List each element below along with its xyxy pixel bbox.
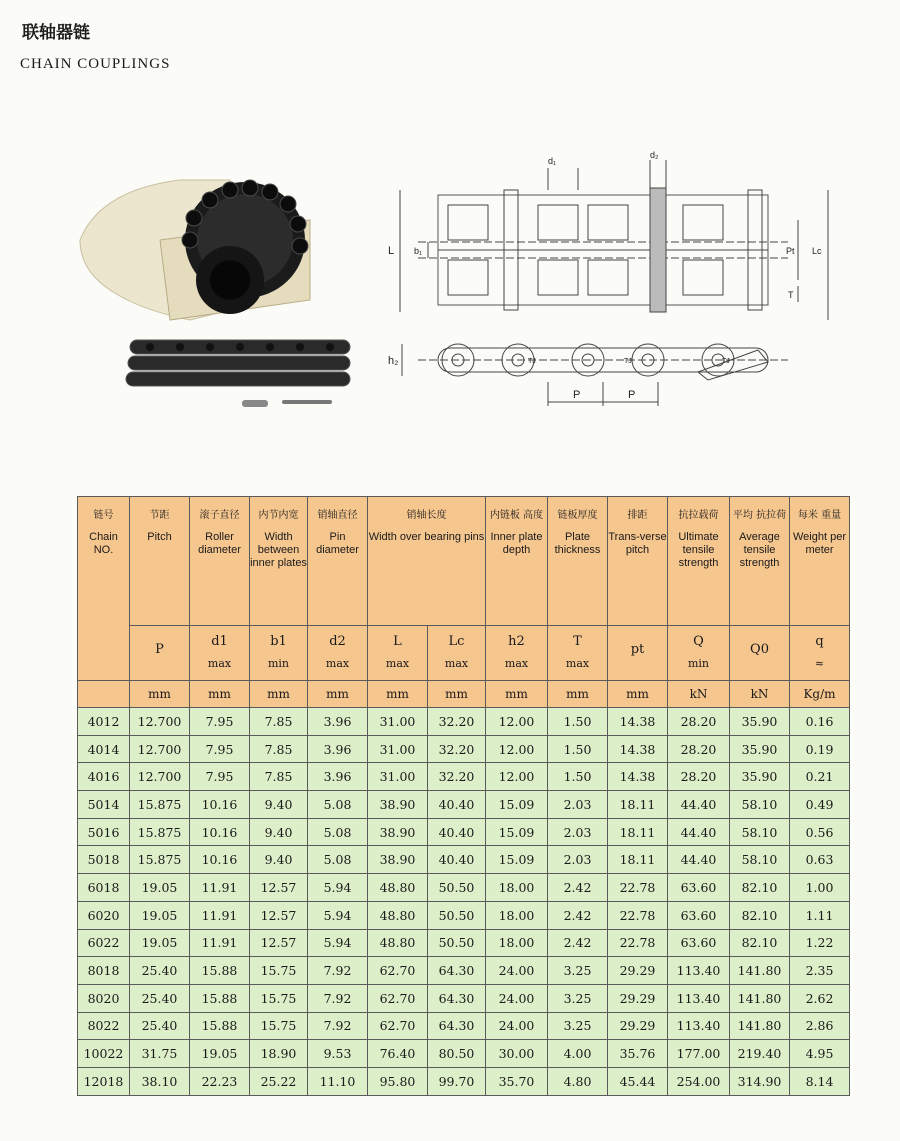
table-cell: 5016 — [78, 818, 130, 846]
table-cell: 25.40 — [130, 984, 190, 1012]
table-cell: 10.16 — [190, 846, 250, 874]
table-cell: 3.25 — [548, 984, 608, 1012]
table-cell: 15.88 — [190, 984, 250, 1012]
table-cell: 10.16 — [190, 818, 250, 846]
table-cell: 12.57 — [250, 874, 308, 902]
unit-pin: mm — [308, 681, 368, 708]
table-row — [78, 984, 850, 1012]
table-cell: 7.85 — [250, 708, 308, 736]
table-cell: 64.30 — [428, 984, 486, 1012]
table-cell: 113.40 — [668, 957, 730, 985]
unit-weight: Kg/m — [790, 681, 850, 708]
table-cell: 5.08 — [308, 818, 368, 846]
dim-P-1: P — [573, 389, 581, 401]
table-cell: 18.00 — [486, 929, 548, 957]
table-cell: 80.50 — [428, 1040, 486, 1068]
table-cell: 18.00 — [486, 901, 548, 929]
header-row-symbols — [78, 626, 850, 681]
header-row-units — [78, 681, 850, 708]
spec-table — [77, 496, 850, 1096]
table-cell: 22.78 — [608, 929, 668, 957]
dim-h2: h₂ — [388, 355, 399, 367]
sym-avg: Q0 — [730, 626, 790, 681]
table-row — [78, 1040, 850, 1068]
table-cell: 58.10 — [730, 846, 790, 874]
table-cell: 99.70 — [428, 1067, 486, 1095]
table-row — [78, 901, 850, 929]
unit-inner: mm — [250, 681, 308, 708]
table-cell: 0.16 — [790, 708, 850, 736]
table-cell: 2.42 — [548, 901, 608, 929]
table-cell: 15.875 — [130, 818, 190, 846]
table-cell: 62.70 — [368, 1012, 428, 1040]
table-cell: 12.700 — [130, 735, 190, 763]
sym-depth: h2 max — [486, 626, 548, 681]
table-cell: 1.22 — [790, 929, 850, 957]
table-cell: 11.91 — [190, 929, 250, 957]
table-cell: 2.42 — [548, 874, 608, 902]
table-cell: 19.05 — [190, 1040, 250, 1068]
table-cell: 12.57 — [250, 901, 308, 929]
table-cell: 0.56 — [790, 818, 850, 846]
table-cell: 15.75 — [250, 957, 308, 985]
header-weight: 每米 重量 Weight per meter — [790, 497, 850, 626]
table-cell: 141.80 — [730, 957, 790, 985]
table-cell: 35.90 — [730, 763, 790, 791]
table-cell: 4.95 — [790, 1040, 850, 1068]
sym-pin: d2 max — [308, 626, 368, 681]
table-cell: 18.90 — [250, 1040, 308, 1068]
table-row — [78, 957, 850, 985]
table-cell: 5.94 — [308, 874, 368, 902]
table-cell: 15.875 — [130, 791, 190, 819]
table-cell: 31.00 — [368, 708, 428, 736]
table-cell: 40.40 — [428, 846, 486, 874]
table-cell: 314.90 — [730, 1067, 790, 1095]
table-cell: 82.10 — [730, 874, 790, 902]
spec-table-body — [78, 708, 850, 1096]
dim-Lc: Lc — [812, 246, 822, 256]
page-title-cn: 联轴器链 — [22, 23, 90, 43]
table-cell: 32.20 — [428, 735, 486, 763]
table-row — [78, 791, 850, 819]
table-cell: 44.40 — [668, 818, 730, 846]
table-cell: 64.30 — [428, 957, 486, 985]
table-cell: 4012 — [78, 708, 130, 736]
header-trans: 排距 Trans-verse pitch — [608, 497, 668, 626]
table-cell: 2.86 — [790, 1012, 850, 1040]
table-cell: 6022 — [78, 929, 130, 957]
table-cell: 12.00 — [486, 735, 548, 763]
table-cell: 3.25 — [548, 1012, 608, 1040]
unit-pitch: mm — [130, 681, 190, 708]
table-cell: 30.00 — [486, 1040, 548, 1068]
table-cell: 5.08 — [308, 791, 368, 819]
table-cell: 5.94 — [308, 901, 368, 929]
dim-P-2: P — [628, 389, 636, 401]
header-chain: 链号 Chain NO. — [78, 497, 130, 681]
dim-b1: b₁ — [414, 246, 423, 256]
table-cell: 22.78 — [608, 874, 668, 902]
header-pin: 销轴直径 Pin diameter — [308, 497, 368, 626]
table-cell: 19.05 — [130, 929, 190, 957]
table-cell: 58.10 — [730, 791, 790, 819]
table-cell: 11.91 — [190, 874, 250, 902]
unit-avg: kN — [730, 681, 790, 708]
table-cell: 1.00 — [790, 874, 850, 902]
table-cell: 32.20 — [428, 708, 486, 736]
table-cell: 141.80 — [730, 984, 790, 1012]
unit-L: mm — [368, 681, 428, 708]
unit-roller: mm — [190, 681, 250, 708]
table-cell: 219.40 — [730, 1040, 790, 1068]
unit-Lc: mm — [428, 681, 486, 708]
table-cell: 63.60 — [668, 929, 730, 957]
table-cell: 10.16 — [190, 791, 250, 819]
table-cell: 18.00 — [486, 874, 548, 902]
table-cell: 31.75 — [130, 1040, 190, 1068]
table-cell: 4.80 — [548, 1067, 608, 1095]
table-cell: 12.57 — [250, 929, 308, 957]
table-cell: 28.20 — [668, 735, 730, 763]
table-cell: 24.00 — [486, 1012, 548, 1040]
unit-trans: mm — [608, 681, 668, 708]
table-cell: 44.40 — [668, 791, 730, 819]
table-cell: 14.38 — [608, 708, 668, 736]
table-cell: 113.40 — [668, 1012, 730, 1040]
sym-thick: T max — [548, 626, 608, 681]
table-cell: 40.40 — [428, 818, 486, 846]
table-cell: 38.90 — [368, 818, 428, 846]
table-cell: 14.38 — [608, 763, 668, 791]
table-cell: 58.10 — [730, 818, 790, 846]
table-cell: 5018 — [78, 846, 130, 874]
table-row — [78, 763, 850, 791]
table-cell: 35.70 — [486, 1067, 548, 1095]
table-cell: 18.11 — [608, 846, 668, 874]
page-title-en: CHAIN COUPLINGS — [20, 56, 171, 72]
table-cell: 7.95 — [190, 735, 250, 763]
sym-Lc: Lc max — [428, 626, 486, 681]
table-cell: 12.700 — [130, 763, 190, 791]
table-cell: 8.14 — [790, 1067, 850, 1095]
table-cell: 25.40 — [130, 957, 190, 985]
table-cell: 45.44 — [608, 1067, 668, 1095]
table-cell: 19.05 — [130, 874, 190, 902]
table-row — [78, 735, 850, 763]
table-cell: 15.88 — [190, 1012, 250, 1040]
table-cell: 29.29 — [608, 1012, 668, 1040]
table-row — [78, 929, 850, 957]
sym-weight: q ≈ — [790, 626, 850, 681]
table-cell: 40.40 — [428, 791, 486, 819]
table-cell: 2.03 — [548, 791, 608, 819]
unit-chain — [78, 681, 130, 708]
table-cell: 0.19 — [790, 735, 850, 763]
sym-ult: Q min — [668, 626, 730, 681]
table-cell: 14.38 — [608, 735, 668, 763]
table-cell: 15.88 — [190, 957, 250, 985]
table-cell: 15.09 — [486, 791, 548, 819]
table-row — [78, 874, 850, 902]
table-cell: 2.62 — [790, 984, 850, 1012]
table-row — [78, 846, 850, 874]
header-inner: 内节内宽 Width between inner plates — [250, 497, 308, 626]
table-cell: 4.00 — [548, 1040, 608, 1068]
mark-tj-2: TJ — [624, 358, 632, 365]
table-cell: 29.29 — [608, 984, 668, 1012]
table-cell: 38.90 — [368, 846, 428, 874]
table-cell: 8018 — [78, 957, 130, 985]
table-cell: 4016 — [78, 763, 130, 791]
table-cell: 62.70 — [368, 984, 428, 1012]
unit-ult: kN — [668, 681, 730, 708]
table-cell: 254.00 — [668, 1067, 730, 1095]
table-cell: 25.22 — [250, 1067, 308, 1095]
dim-d2: d₂ — [650, 150, 659, 160]
table-cell: 11.10 — [308, 1067, 368, 1095]
table-cell: 29.29 — [608, 957, 668, 985]
table-cell: 141.80 — [730, 1012, 790, 1040]
table-cell: 18.11 — [608, 818, 668, 846]
table-cell: 6020 — [78, 901, 130, 929]
sym-L: L max — [368, 626, 428, 681]
table-cell: 15.75 — [250, 1012, 308, 1040]
table-cell: 9.40 — [250, 818, 308, 846]
table-cell: 9.53 — [308, 1040, 368, 1068]
table-cell: 7.92 — [308, 957, 368, 985]
table-cell: 0.21 — [790, 763, 850, 791]
table-cell: 4014 — [78, 735, 130, 763]
table-cell: 24.00 — [486, 957, 548, 985]
table-cell: 31.00 — [368, 763, 428, 791]
dim-L: L — [388, 245, 395, 257]
table-cell: 15.75 — [250, 984, 308, 1012]
table-cell: 3.96 — [308, 763, 368, 791]
table-cell: 64.30 — [428, 1012, 486, 1040]
table-cell: 12.00 — [486, 763, 548, 791]
table-cell: 1.50 — [548, 735, 608, 763]
header-depth: 内链板 高度 Inner plate depth — [486, 497, 548, 626]
mark-tj-1: TJ — [528, 358, 536, 365]
table-cell: 8022 — [78, 1012, 130, 1040]
sym-trans: pt — [608, 626, 668, 681]
table-cell: 25.40 — [130, 1012, 190, 1040]
header-roller: 滚子直径 Roller diameter — [190, 497, 250, 626]
table-cell: 12018 — [78, 1067, 130, 1095]
table-cell: 35.90 — [730, 708, 790, 736]
table-cell: 7.85 — [250, 763, 308, 791]
table-cell: 1.11 — [790, 901, 850, 929]
table-cell: 31.00 — [368, 735, 428, 763]
dim-Pt: Pt — [786, 246, 795, 256]
table-cell: 18.11 — [608, 791, 668, 819]
table-cell: 2.42 — [548, 929, 608, 957]
table-cell: 48.80 — [368, 874, 428, 902]
table-cell: 2.35 — [790, 957, 850, 985]
table-cell: 0.63 — [790, 846, 850, 874]
dim-T: T — [788, 290, 794, 300]
table-cell: 177.00 — [668, 1040, 730, 1068]
table-cell: 10022 — [78, 1040, 130, 1068]
table-cell: 24.00 — [486, 984, 548, 1012]
table-cell: 82.10 — [730, 929, 790, 957]
table-cell: 48.80 — [368, 929, 428, 957]
table-cell: 8020 — [78, 984, 130, 1012]
table-cell: 28.20 — [668, 763, 730, 791]
table-cell: 22.23 — [190, 1067, 250, 1095]
table-cell: 1.50 — [548, 708, 608, 736]
table-row — [78, 1067, 850, 1095]
table-cell: 62.70 — [368, 957, 428, 985]
table-cell: 38.90 — [368, 791, 428, 819]
table-cell: 11.91 — [190, 901, 250, 929]
table-cell: 15.09 — [486, 846, 548, 874]
table-row — [78, 708, 850, 736]
table-cell: 63.60 — [668, 874, 730, 902]
header-pitch: 节距 Pitch — [130, 497, 190, 626]
table-cell: 7.95 — [190, 708, 250, 736]
table-cell: 50.50 — [428, 874, 486, 902]
table-row — [78, 1012, 850, 1040]
table-cell: 50.50 — [428, 929, 486, 957]
dim-d1: d₁ — [548, 156, 557, 166]
product-photo — [70, 160, 370, 430]
table-cell: 2.03 — [548, 846, 608, 874]
table-cell: 48.80 — [368, 901, 428, 929]
table-cell: 9.40 — [250, 791, 308, 819]
table-cell: 12.00 — [486, 708, 548, 736]
table-cell: 6018 — [78, 874, 130, 902]
table-cell: 15.09 — [486, 818, 548, 846]
sym-roller: d1 max — [190, 626, 250, 681]
table-row — [78, 818, 850, 846]
table-cell: 38.10 — [130, 1067, 190, 1095]
table-cell: 76.40 — [368, 1040, 428, 1068]
table-cell: 15.875 — [130, 846, 190, 874]
table-cell: 5.94 — [308, 929, 368, 957]
header-thick: 链板厚度 Plate thickness — [548, 497, 608, 626]
table-cell: 44.40 — [668, 846, 730, 874]
table-cell: 82.10 — [730, 901, 790, 929]
sym-pitch: P — [130, 626, 190, 681]
table-cell: 7.92 — [308, 984, 368, 1012]
table-cell: 2.03 — [548, 818, 608, 846]
table-cell: 12.700 — [130, 708, 190, 736]
sym-inner: b1 min — [250, 626, 308, 681]
table-cell: 3.96 — [308, 735, 368, 763]
table-cell: 5.08 — [308, 846, 368, 874]
header-avg: 平均 抗拉荷 Average tensile strength — [730, 497, 790, 626]
table-cell: 63.60 — [668, 901, 730, 929]
table-cell: 1.50 — [548, 763, 608, 791]
unit-thick: mm — [548, 681, 608, 708]
header-length: 销轴长度 Width over bearing pins — [368, 497, 486, 626]
table-cell: 3.25 — [548, 957, 608, 985]
table-cell: 28.20 — [668, 708, 730, 736]
table-cell: 7.85 — [250, 735, 308, 763]
header-row-names — [78, 497, 850, 626]
header-ult: 抗拉载荷 Ultimate tensile strength — [668, 497, 730, 626]
table-cell: 9.40 — [250, 846, 308, 874]
table-cell: 19.05 — [130, 901, 190, 929]
table-cell: 22.78 — [608, 901, 668, 929]
table-cell: 113.40 — [668, 984, 730, 1012]
mark-tj-3: TJ — [722, 358, 730, 365]
table-cell: 3.96 — [308, 708, 368, 736]
table-cell: 35.76 — [608, 1040, 668, 1068]
table-cell: 7.92 — [308, 1012, 368, 1040]
table-cell: 0.49 — [790, 791, 850, 819]
table-cell: 7.95 — [190, 763, 250, 791]
table-cell: 5014 — [78, 791, 130, 819]
table-cell: 35.90 — [730, 735, 790, 763]
chain-drawing — [388, 150, 838, 420]
table-cell: 50.50 — [428, 901, 486, 929]
table-cell: 95.80 — [368, 1067, 428, 1095]
unit-depth: mm — [486, 681, 548, 708]
table-cell: 32.20 — [428, 763, 486, 791]
